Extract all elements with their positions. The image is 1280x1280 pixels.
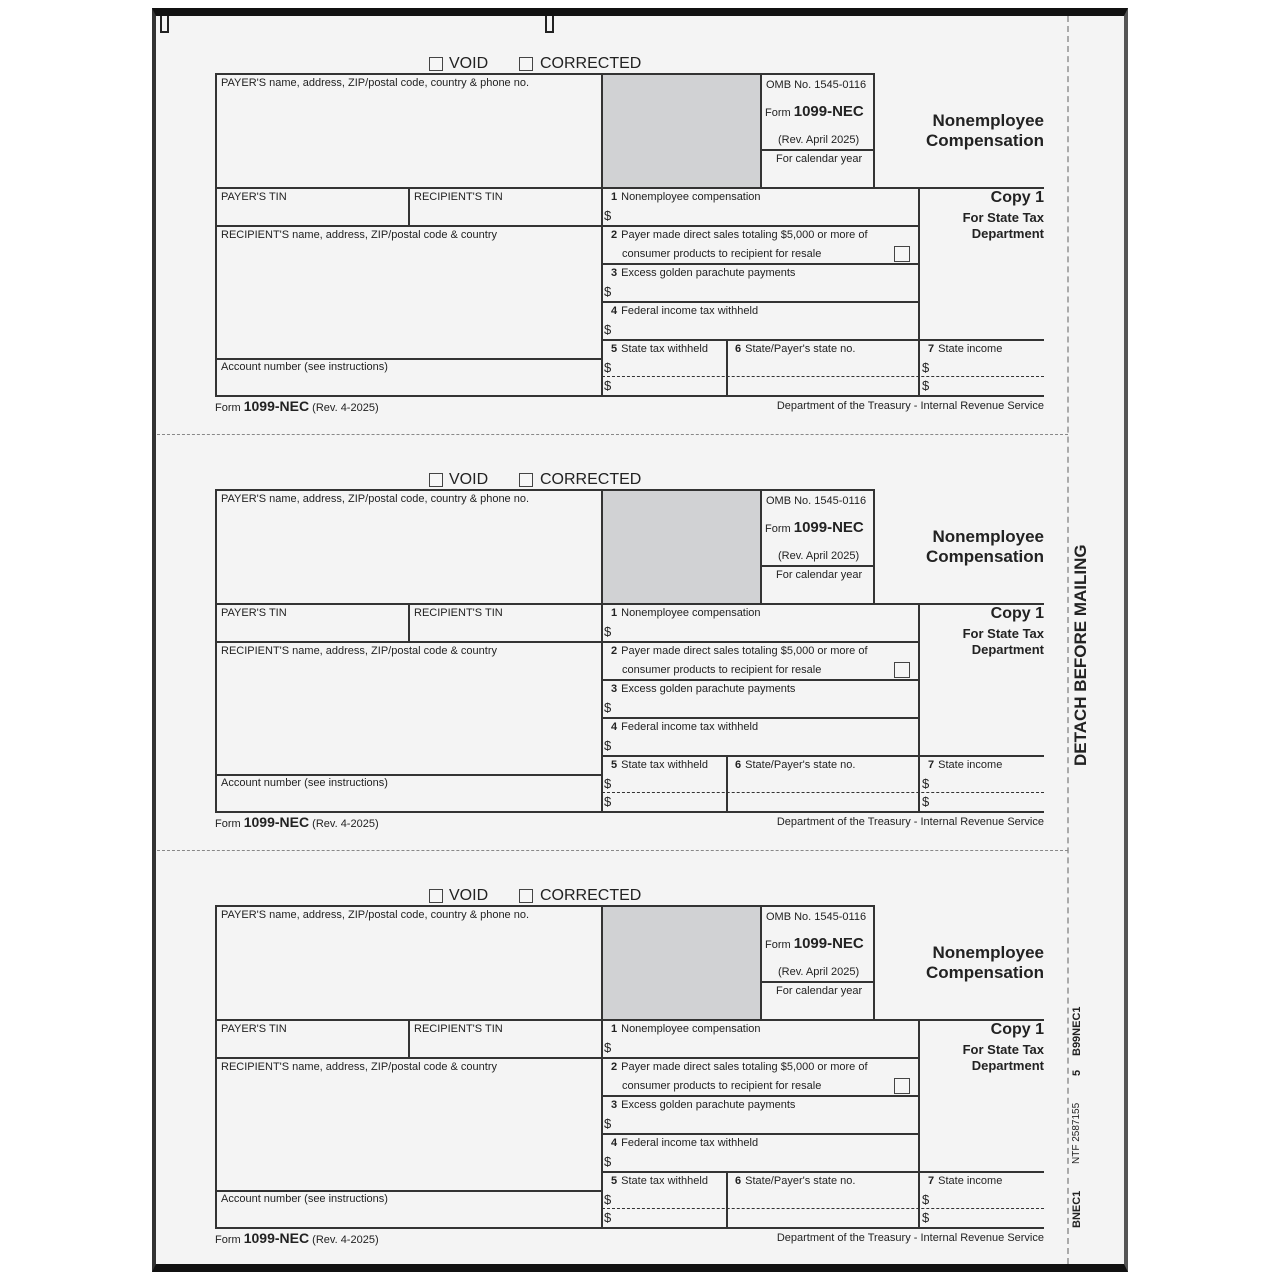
form-code-5: 5	[1071, 1069, 1083, 1076]
copy-title: Copy 1	[990, 1021, 1044, 1038]
recipient-tin-field[interactable]: RECIPIENT'S TIN	[414, 191, 503, 203]
box6-state-payer-no[interactable]: 6 State/Payer's state no.	[735, 343, 856, 355]
recipient-name-field[interactable]: RECIPIENT'S name, address, ZIP/postal code & country	[221, 645, 497, 657]
form-code-b99: B99NEC1	[1071, 1006, 1083, 1056]
form-title: Nonemployee Compensation	[925, 527, 1044, 566]
footer-form-id: Form 1099-NEC (Rev. 4-2025)	[215, 814, 379, 830]
void-label: VOID	[449, 471, 489, 488]
form-title: Nonemployee Compensation	[925, 111, 1044, 150]
form-revision: (Rev. April 2025)	[778, 550, 860, 562]
omb-number: OMB No. 1545-0116	[766, 911, 867, 923]
void-checkbox[interactable]	[429, 473, 443, 487]
box2-direct-sales-label: 2 Payer made direct sales totaling $5,000 or more of	[611, 1061, 868, 1073]
payer-tin-field[interactable]: PAYER'S TIN	[221, 1023, 287, 1035]
box1-nonemployee-compensation[interactable]: 1 Nonemployee compensation	[611, 1023, 761, 1035]
payer-tin-field[interactable]: PAYER'S TIN	[221, 191, 287, 203]
form-id: Form 1099-NEC	[765, 935, 864, 952]
form-code-bnec: BNEC1	[1071, 1190, 1083, 1228]
omb-number: OMB No. 1545-0116	[766, 495, 867, 507]
form-revision: (Rev. April 2025)	[778, 134, 860, 146]
form-id: Form 1099-NEC	[765, 103, 864, 120]
corrected-label: CORRECTED	[540, 471, 642, 488]
box1-nonemployee-compensation[interactable]: 1 Nonemployee compensation	[611, 191, 761, 203]
recipient-tin-field[interactable]: RECIPIENT'S TIN	[414, 607, 503, 619]
box5-state-tax-withheld[interactable]: 5 State tax withheld	[611, 343, 708, 355]
recipient-name-field[interactable]: RECIPIENT'S name, address, ZIP/postal code & country	[221, 1061, 497, 1073]
box3-golden-parachute[interactable]: 3 Excess golden parachute payments	[611, 683, 796, 695]
payer-name-field[interactable]: PAYER'S name, address, ZIP/postal code, country & phone no.	[221, 77, 530, 89]
box7-state-income[interactable]: 7 State income	[928, 1175, 1003, 1187]
box4-federal-tax-withheld[interactable]: 4 Federal income tax withheld	[611, 721, 759, 733]
box2-direct-sales-label: 2 Payer made direct sales totaling $5,000 or more of	[611, 229, 868, 241]
void-label: VOID	[449, 887, 489, 904]
footer-agency: Department of the Treasury - Internal Revenue Service	[776, 816, 1044, 828]
footer-form-id: Form 1099-NEC (Rev. 4-2025)	[215, 398, 379, 414]
account-number-field[interactable]: Account number (see instructions)	[221, 361, 388, 373]
account-number-field[interactable]: Account number (see instructions)	[221, 777, 388, 789]
form-id: Form 1099-NEC	[765, 519, 864, 536]
payer-name-field[interactable]: PAYER'S name, address, ZIP/postal code, country & phone no.	[221, 909, 530, 921]
payer-name-field[interactable]: PAYER'S name, address, ZIP/postal code, country & phone no.	[221, 493, 530, 505]
box5-state-tax-withheld[interactable]: 5 State tax withheld	[611, 759, 708, 771]
box4-federal-tax-withheld[interactable]: 4 Federal income tax withheld	[611, 1137, 759, 1149]
box7-state-income[interactable]: 7 State income	[928, 759, 1003, 771]
footer-form-id: Form 1099-NEC (Rev. 4-2025)	[215, 1230, 379, 1246]
shaded-box	[603, 74, 761, 187]
copy-title: Copy 1	[990, 189, 1044, 206]
box3-golden-parachute[interactable]: 3 Excess golden parachute payments	[611, 267, 796, 279]
form-revision: (Rev. April 2025)	[778, 966, 860, 978]
corrected-checkbox[interactable]	[519, 889, 533, 903]
box5-state-tax-withheld[interactable]: 5 State tax withheld	[611, 1175, 708, 1187]
corrected-checkbox[interactable]	[519, 473, 533, 487]
corrected-label: CORRECTED	[540, 55, 642, 72]
detach-before-mailing-text: DETACH BEFORE MAILING	[1071, 544, 1090, 766]
copy-description: For State Tax Department	[962, 626, 1044, 657]
calendar-year-field[interactable]: For calendar year	[776, 569, 863, 581]
box7-state-income[interactable]: 7 State income	[928, 343, 1003, 355]
void-checkbox[interactable]	[429, 57, 443, 71]
shaded-box	[603, 490, 761, 603]
omb-number: OMB No. 1545-0116	[766, 79, 867, 91]
recipient-tin-field[interactable]: RECIPIENT'S TIN	[414, 1023, 503, 1035]
box6-state-payer-no[interactable]: 6 State/Payer's state no.	[735, 1175, 856, 1187]
box6-state-payer-no[interactable]: 6 State/Payer's state no.	[735, 759, 856, 771]
corrected-checkbox[interactable]	[519, 57, 533, 71]
payer-tin-field[interactable]: PAYER'S TIN	[221, 607, 287, 619]
calendar-year-field[interactable]: For calendar year	[776, 153, 863, 165]
footer-agency: Department of the Treasury - Internal Revenue Service	[776, 1232, 1044, 1244]
box2-checkbox[interactable]	[894, 662, 910, 678]
void-checkbox[interactable]	[429, 889, 443, 903]
form-title: Nonemployee Compensation	[925, 943, 1044, 982]
corrected-label: CORRECTED	[540, 887, 642, 904]
box2-checkbox[interactable]	[894, 246, 910, 262]
form-copy-3: VOID CORRECTED PAYER'S name, address, ZIP/postal code, country & phone no. OMB No. 1545-0116 Form 1099-NEC (Rev. April 2025) For calendar year Nonemployee Compensation PAYER'S TIN RECIPIENT'S TIN RECIPIENT'S name, address, ZIP/postal code & country Account number (see instructions) 1 Nonemployee compensation $ 2 Payer made direct sales totaling $5,000 or more of consumer products to recipient for resale 3 Excess golden parachute payments $ 4 Federal income tax withheld $ 5 State tax withheld $ $ 6 State/Payer's state no. 7 State income $ $ Copy 1 For State Tax Department Form 1099-NEC (Rev. 4-2025) Department of the Treasury - Internal Revenue Service	[215, 887, 1044, 1246]
copy-title: Copy 1	[990, 605, 1044, 622]
box3-golden-parachute[interactable]: 3 Excess golden parachute payments	[611, 1099, 796, 1111]
account-number-field[interactable]: Account number (see instructions)	[221, 1193, 388, 1205]
ntf-code: NTF 2587155	[1071, 1102, 1082, 1164]
form-copy-2: VOID CORRECTED PAYER'S name, address, ZIP/postal code, country & phone no. OMB No. 1545-0116 Form 1099-NEC (Rev. April 2025) For calendar year Nonemployee Compensation PAYER'S TIN RECIPIENT'S TIN RECIPIENT'S name, address, ZIP/postal code & country Account number (see instructions) 1 Nonemployee compensation $ 2 Payer made direct sales totaling $5,000 or more of consumer products to recipient for resale 3 Excess golden parachute payments $ 4 Federal income tax withheld $ 5 State tax withheld $ $ 6 State/Payer's state no. 7 State income $ $ Copy 1 For State Tax Department Form 1099-NEC (Rev. 4-2025) Department of the Treasury - Internal Revenue Service	[215, 471, 1044, 830]
box1-nonemployee-compensation[interactable]: 1 Nonemployee compensation	[611, 607, 761, 619]
void-label: VOID	[449, 55, 489, 72]
box2-direct-sales-label: 2 Payer made direct sales totaling $5,000 or more of	[611, 645, 868, 657]
recipient-name-field[interactable]: RECIPIENT'S name, address, ZIP/postal code & country	[221, 229, 497, 241]
calendar-year-field[interactable]: For calendar year	[776, 985, 863, 997]
copy-description: For State Tax Department	[962, 1042, 1044, 1073]
shaded-box	[603, 906, 761, 1019]
box2-checkbox[interactable]	[894, 1078, 910, 1094]
form-copy-1: VOID CORRECTED PAYER'S name, address, ZIP/postal code, country & phone no. OMB No. 1545-0116 Form 1099-NEC (Rev. April 2025) For calendar year Nonemployee Compensation PAYER'S TIN RECIPIENT'S TIN RECIPIENT'S name, address, ZIP/postal code & country Account number (see instructions) 1 Nonemployee compensation $ 2 Payer made direct sales totaling $5,000 or more of consumer products to recipient for resale 3 Excess golden parachute payments $ 4 Federal income tax withheld $ 5 State tax withheld $ $ 6 State/Payer's state no. 7 State income $ $ Copy 1 For State Tax Department Form 1099-NEC (Rev. 4-2025) Department of the Treasury - Internal Revenue Service	[215, 55, 1044, 414]
copy-description: For State Tax Department	[962, 210, 1044, 241]
footer-agency: Department of the Treasury - Internal Revenue Service	[776, 400, 1044, 412]
box4-federal-tax-withheld[interactable]: 4 Federal income tax withheld	[611, 305, 759, 317]
